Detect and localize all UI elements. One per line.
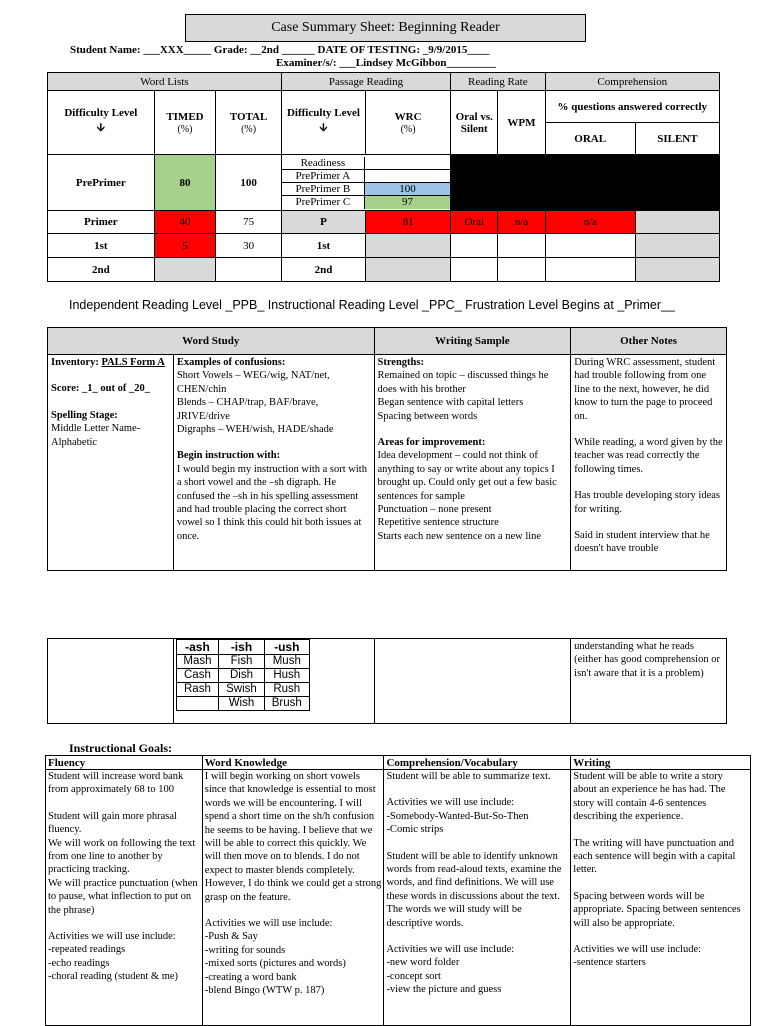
assessment-table <box>47 72 720 282</box>
second-total <box>216 258 282 282</box>
preprimer-timed: 80 <box>154 155 216 211</box>
row-label-first: 1st <box>48 234 155 258</box>
first-oral <box>545 234 635 258</box>
passage-level: PrePrimer A <box>282 170 365 183</box>
sort-word: Brush <box>264 697 309 711</box>
comprehension-item: -new word folder <box>386 957 460 969</box>
note-item: While reading, a word given by the teacher was read correctly the following times. <box>574 437 723 475</box>
confusion-item: Blends – CHAP/trap, BAF/brave, JRIVE/drive <box>176 397 319 422</box>
primer-passage: P <box>281 211 365 234</box>
confusion-item: Digraphs – WEH/wish, HADE/shade <box>176 424 334 436</box>
passage-level-wrc: 97 <box>364 196 450 209</box>
writing-item: -sentence starters <box>573 957 646 969</box>
spelling-stage-label: Spelling Stage: <box>51 409 118 421</box>
sort-header: -ash <box>176 640 218 655</box>
comprehension-item: -Comic strips <box>386 824 444 836</box>
confusions-title: Examples of confusions: <box>176 357 286 368</box>
word-knowledge-cell <box>202 770 384 1026</box>
word-knowledge-item: Activities we will use include: <box>204 918 333 930</box>
comprehension-item: Activities we will use include: <box>386 944 515 956</box>
passage-difficulty-header: Difficulty Level 🡫 <box>281 91 365 155</box>
sort-word: Hush <box>264 669 309 683</box>
reading-levels-line: Independent Reading Level _PPB_ Instructional Reading Level _PPC_ Frustration Level Begins at _Primer__ <box>69 298 675 312</box>
inventory-cell <box>48 355 174 571</box>
note-item: During WRC assessment, student had trouble following from one line to the next, however, he did know to turn the page to proceed on. <box>574 357 716 422</box>
primer-timed: 40 <box>154 211 216 234</box>
second-passage: 2nd <box>281 258 365 282</box>
sort-header: -ish <box>219 640 265 655</box>
blacked-out-cell <box>451 155 720 211</box>
primer-wpm: n/a <box>498 211 545 234</box>
preprimer-total: 100 <box>216 155 282 211</box>
comprehension-item: Student will be able to identify unknown words from read-aloud texts, examine the words, and find definitions. We will use these words in discussions about the text. The words we will study will be descriptive words. <box>386 850 562 929</box>
first-total: 30 <box>216 234 282 258</box>
sort-word: Rash <box>176 683 218 697</box>
other-notes-cell <box>571 355 727 571</box>
word-knowledge-item: -mixed sorts (pictures and words) <box>204 958 346 970</box>
writing-cell <box>571 770 751 1026</box>
second-silent <box>635 258 719 282</box>
improvement-item: Repetitive sentence structure <box>377 517 499 529</box>
writing-item: Spacing between words will be appropriate. Spacing between sentences will also be appropriate. <box>573 890 741 929</box>
fluency-item: -repeated readings <box>48 944 126 956</box>
row-label-preprimer: PrePrimer <box>48 155 155 211</box>
timed-header: TIMED (%) <box>154 91 216 155</box>
instructional-goals-table <box>45 755 751 1026</box>
wpm-header: WPM <box>498 91 545 155</box>
passage-level-wrc <box>364 170 450 183</box>
sort-word: Rush <box>264 683 309 697</box>
student-info-line: Student Name: ___XXX_____ Grade: __2nd ______ DATE OF TESTING: _9/9/2015____ <box>70 44 490 56</box>
writing-sample-header: Writing Sample <box>374 328 571 355</box>
passage-levels-table <box>282 157 450 209</box>
sort-word: Wish <box>219 697 265 711</box>
difficulty-level-header: Difficulty Level 🡫 <box>48 91 155 155</box>
strength-item: Remained on topic – discussed things he does with his brother <box>377 370 549 395</box>
other-notes-header: Other Notes <box>571 328 727 355</box>
notes-continued: understanding what he reads (either has good comprehension or isn't aware that it is a problem) <box>571 639 727 724</box>
sort-word: Fish <box>219 655 265 669</box>
first-wpm <box>498 234 545 258</box>
writing-item: The writing will have punctuation and each sentence will begin with a capital letter. <box>573 837 736 876</box>
comprehension-item: Activities we will use include: <box>386 797 515 809</box>
first-oral-silent <box>451 234 498 258</box>
word-study-table <box>47 327 727 571</box>
writing-sample-cell <box>374 355 571 571</box>
fluency-item: We will work on following the text from one line to another by practicing tracking. <box>48 837 196 876</box>
word-sort-table <box>176 639 310 711</box>
fluency-item: Activities we will use include: <box>48 931 176 943</box>
word-knowledge-item: -creating a word bank <box>204 971 297 983</box>
sort-word: Dish <box>219 669 265 683</box>
note-item: Said in student interview that he doesn't have trouble <box>574 530 710 555</box>
row-label-primer: Primer <box>48 211 155 234</box>
primer-silent <box>635 211 719 234</box>
second-oral-silent <box>451 258 498 282</box>
comprehension-item: -view the picture and guess <box>386 984 502 996</box>
first-passage: 1st <box>281 234 365 258</box>
sort-word: Cash <box>176 669 218 683</box>
strength-item: Spacing between words <box>377 410 478 422</box>
strengths-title: Strengths: <box>377 357 424 368</box>
second-oral <box>545 258 635 282</box>
examiner-line: Examiner/s/: ___Lindsey McGibbon_________ <box>276 57 497 69</box>
passage-level: PrePrimer C <box>282 196 365 209</box>
confusion-item: Short Vowels – WEG/wig, NAT/net, CHEN/chin <box>176 370 330 395</box>
improvement-title: Areas for improvement: <box>377 437 486 449</box>
oral-header: ORAL <box>545 123 635 155</box>
first-silent <box>635 234 719 258</box>
sort-word: Mush <box>264 655 309 669</box>
fluency-item: Student will increase word bank from approximately 68 to 100 <box>48 771 184 796</box>
oral-vs-silent-header: Oral vs. Silent <box>451 91 498 155</box>
begin-instruction-title: Begin instruction with: <box>176 450 281 462</box>
improvement-item: Punctuation – none present <box>377 504 492 516</box>
first-timed: 5 <box>154 234 216 258</box>
fluency-item: We will practice punctuation (when to pause, what inflection to put on the phrase) <box>48 877 198 916</box>
primer-oral: n/a <box>545 211 635 234</box>
instructional-goals-title: Instructional Goals: <box>69 741 173 755</box>
empty-cell <box>374 639 571 724</box>
word-knowledge-item: -blend Bingo (WTW p. 187) <box>204 985 325 997</box>
word-study-continued-table <box>47 638 727 724</box>
writing-header: Writing <box>571 756 751 770</box>
inventory-label: Inventory: <box>51 357 99 368</box>
second-timed <box>154 258 216 282</box>
wrc-header: WRC (%) <box>366 91 451 155</box>
confusions-cell <box>173 355 374 571</box>
writing-item: Activities we will use include: <box>573 944 702 956</box>
first-wrc <box>366 234 451 258</box>
passage-reading-header: Passage Reading <box>281 73 450 91</box>
passage-level-wrc: 100 <box>364 183 450 196</box>
passage-level: PrePrimer B <box>282 183 365 196</box>
passage-level-wrc <box>364 157 450 170</box>
primer-total: 75 <box>216 211 282 234</box>
fluency-item: Student will gain more phrasal fluency. <box>48 810 177 836</box>
sort-word: Swish <box>219 683 265 697</box>
second-wrc <box>366 258 451 282</box>
total-header: TOTAL (%) <box>216 91 282 155</box>
word-knowledge-item: -writing for sounds <box>204 944 286 956</box>
note-item: Has trouble developing story ideas for writing. <box>574 490 721 515</box>
inventory-value: PALS Form A <box>101 357 165 368</box>
sort-word: Mash <box>176 655 218 669</box>
writing-item: Student will be able to write a story about an experience he has had. The story will contain 4-6 sentences describing the experience. <box>573 771 726 823</box>
comprehension-item: -concept sort <box>386 970 441 982</box>
passage-level: Readiness <box>282 157 365 170</box>
fluency-item: -echo readings <box>48 957 110 969</box>
comprehension-item: Student will be able to summarize text. <box>386 771 551 782</box>
word-knowledge-header: Word Knowledge <box>202 756 384 770</box>
score: Score: _1_ out of _20_ <box>51 383 150 395</box>
comprehension-item: -Somebody-Wanted-But-So-Then <box>386 810 529 822</box>
strength-item: Began sentence with capital letters <box>377 397 524 409</box>
comprehension-cell <box>384 770 571 1026</box>
word-lists-header: Word Lists <box>48 73 282 91</box>
word-knowledge-item: -Push & Say <box>204 931 258 943</box>
empty-cell <box>48 639 174 724</box>
improvement-item: Idea development – could not think of anything to say or write about any topics I brought up. Could only get out a few basic sentences for sample <box>377 450 557 502</box>
improvement-item: Starts each new sentence on a new line <box>377 530 542 542</box>
sort-header: -ush <box>264 640 309 655</box>
silent-header: SILENT <box>635 123 719 155</box>
primer-oral-silent: Oral <box>451 211 498 234</box>
row-label-second: 2nd <box>48 258 155 282</box>
page-title: Case Summary Sheet: Beginning Reader <box>185 14 586 42</box>
spelling-stage-value: Middle Letter Name-Alphabetic <box>51 423 141 448</box>
word-knowledge-item: I will begin working on short vowels since that knowledge is essential to most words we will be encountering. I will spend a short time on the sh/h confusion he seems to be having. I believe that we will be able to correct this quickly. We will then move on to blends. I do not expect to master blends completely. However, I do think we could get a strong grasp on the feature. <box>204 771 382 903</box>
sort-word <box>176 697 218 711</box>
pct-questions-header: % questions answered correctly <box>545 91 719 123</box>
comprehension-header: Comprehension/Vocabulary <box>384 756 571 770</box>
begin-instruction-text: I would begin my instruction with a sort with a short vowel and the –sh digraph. He confused the –sh in his spelling assessment and had trouble placing the correct short vowel so I think this could hit both issues at once. <box>176 463 367 542</box>
primer-wrc: 81 <box>366 211 451 234</box>
word-study-header: Word Study <box>48 328 375 355</box>
fluency-item: -choral reading (student & me) <box>48 971 179 983</box>
sort-cell <box>173 639 374 724</box>
fluency-header: Fluency <box>46 756 203 770</box>
fluency-cell <box>46 770 203 1026</box>
passage-levels-cell <box>281 155 450 211</box>
second-wpm <box>498 258 545 282</box>
comprehension-header: Comprehension <box>545 73 719 91</box>
reading-rate-header: Reading Rate <box>451 73 545 91</box>
